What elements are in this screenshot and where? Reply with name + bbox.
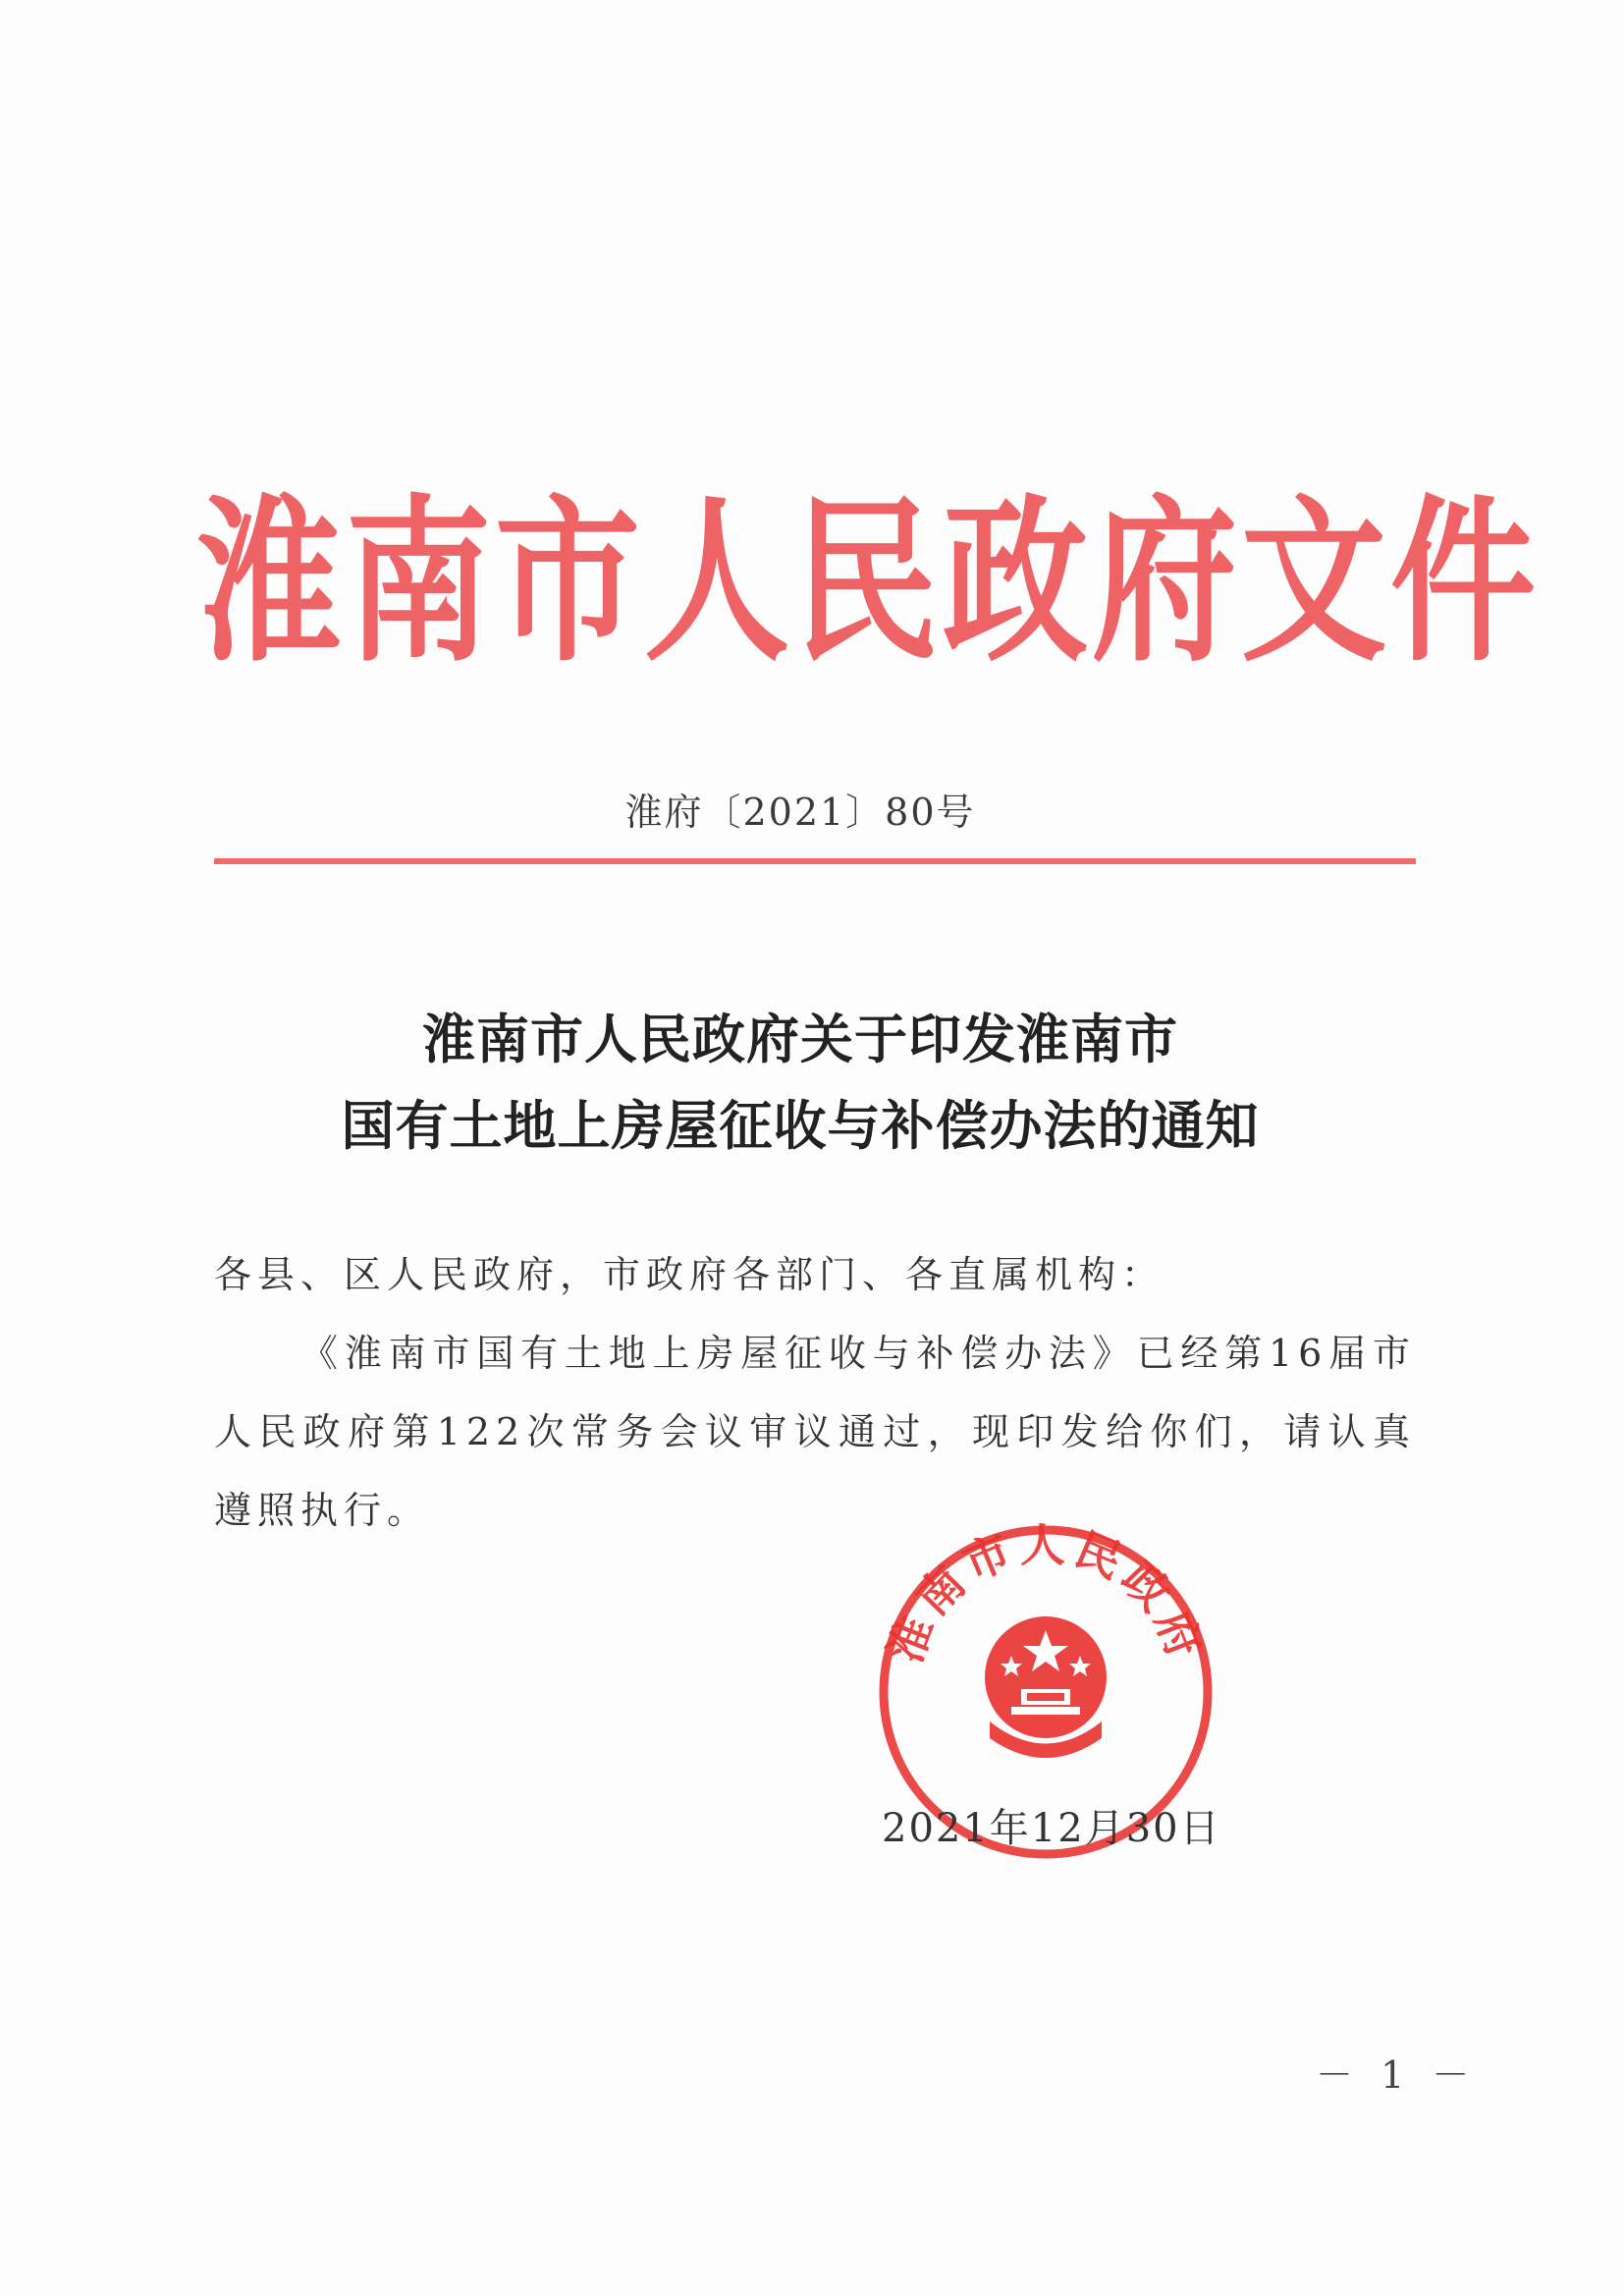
notice-title-line-2: 国有土地上房屋征收与补偿办法的通知: [341, 1094, 1260, 1157]
seal-text: 淮南市人民政府: [878, 1520, 1214, 1670]
body-paragraph: 《淮南市国有土地上房屋征收与补偿办法》已经第16届市人民政府第122次常务会议审议通过，现印发给你们，请认真遵照执行。: [214, 1332, 1416, 1532]
masthead-title: 淮南市人民政府文件: [196, 476, 1540, 686]
national-emblem-icon: [985, 1616, 1107, 1758]
notice-title-line-1: 淮南市人民政府关于印发淮南市: [422, 1008, 1178, 1070]
document-number: 淮府〔2021〕80号: [624, 791, 976, 834]
issue-date: 2021年12月30日: [882, 1806, 1221, 1851]
addressee: 各县、区人民政府，市政府各部门、各直属机构：: [214, 1253, 1165, 1296]
red-divider-rule: [214, 858, 1416, 864]
page-number: － 1 －: [1316, 2053, 1478, 2097]
